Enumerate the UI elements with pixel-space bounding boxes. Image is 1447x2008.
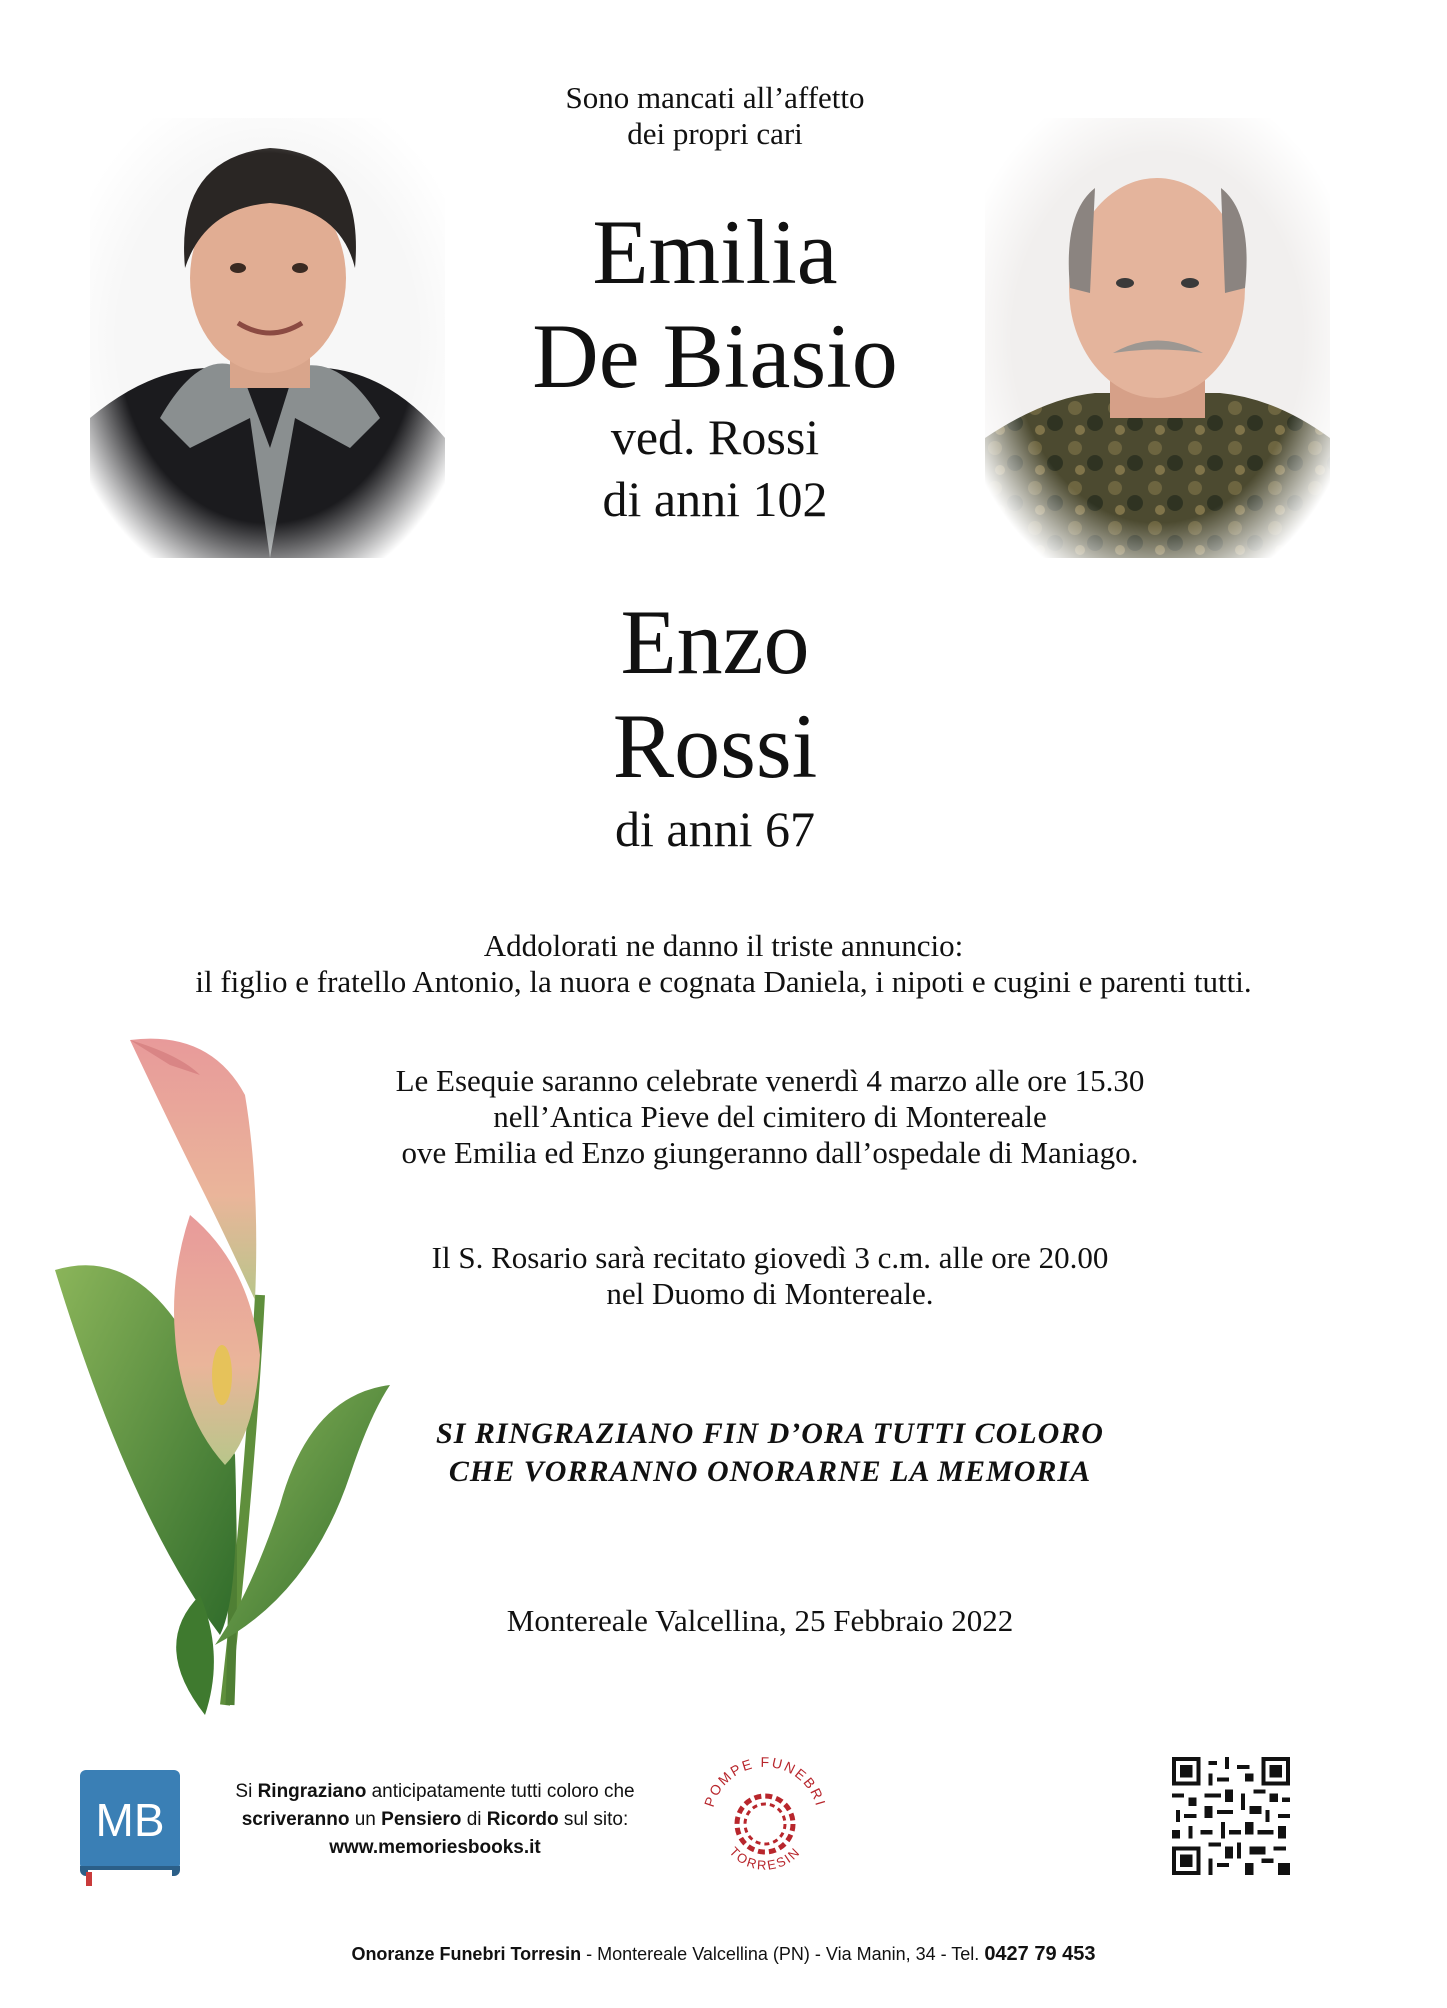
wreath-emblem-icon [700,1752,830,1884]
note-word-pensiero: Pensiero [381,1809,462,1830]
announcement [100,928,1347,1000]
funeral-line-3: ove Emilia ed Enzo giungeranno dall’ospedale di Maniago. [401,1135,1139,1170]
person2-block [450,590,980,860]
person1-last-name: De Biasio [532,305,898,407]
mb-logo[interactable] [80,1770,180,1882]
place-date: Montereale Valcellina, 25 Febbraio 2022 [506,1603,1014,1638]
photo-enzo [985,118,1330,558]
emblem-bottom-text: TORRESIN [726,1843,804,1873]
memoriesbooks-note [205,1778,665,1862]
photo-emilia [90,118,445,558]
portrait-woman-icon [90,118,445,558]
thanks-note [340,1415,1200,1491]
note-text-2: sul sito: [563,1809,629,1830]
note-word-un: un [354,1809,376,1830]
note-word-scriveranno: scriveranno [241,1809,350,1830]
person1-block [450,200,980,530]
note-text-1: anticipatamente tutti coloro che [371,1781,635,1802]
mb-logo-text: MB [95,1794,165,1846]
footer-company: Onoranze Funebri Torresin [351,1944,582,1964]
rosary-line-2: nel Duomo di Montereale. [606,1276,934,1311]
thanks-line-1: SI RINGRAZIANO FIN D’ORA TUTTI COLORO [436,1417,1104,1450]
portrait-man-icon [985,118,1330,558]
announcement-line-1: Addolorati ne danno il triste annuncio: [483,928,964,963]
svg-text:POMPE FUNEBRI [701,1754,829,1809]
announcement-line-2: il figlio e fratello Antonio, la nuora e cognata Daniela, i nipoti e cugini e parenti tutti. [195,964,1252,999]
rosary-line-1: Il S. Rosario sarà recitato giovedì 3 c.m. alle ore 20.00 [431,1240,1109,1275]
qr-code[interactable] [1172,1757,1290,1875]
funeral-line-1: Le Esequie saranno celebrate venerdì 4 marzo alle ore 15.30 [395,1063,1145,1098]
funeral-line-2: nell’Antica Pieve del cimitero di Montereale [493,1099,1047,1134]
torresin-emblem [700,1752,830,1884]
person2-last-name: Rossi [612,695,818,797]
header-text [480,80,950,152]
svg-text:TORRESIN [727,1844,804,1873]
footer-address: - Montereale Valcellina (PN) - Via Manin, 34 - Tel. [581,1944,985,1964]
person1-widow: ved. Rossi [610,409,820,465]
note-word-di: di [466,1809,482,1830]
person2-age: di anni 67 [615,801,815,857]
memoriesbooks-url[interactable]: www.memoriesbooks.it [329,1837,541,1858]
qr-code-icon [1172,1757,1290,1875]
person1-age: di anni 102 [602,471,828,527]
emblem-top-text: POMPE FUNEBRI [700,1753,830,1809]
note-word-ricordo: Ricordo [486,1809,559,1830]
funeral-details [320,1063,1220,1171]
header-line-2: dei propri cari [627,116,803,151]
person1-first-name: Emilia [592,201,838,303]
header-line-1: Sono mancati all’affetto [565,80,865,115]
person2-first-name: Enzo [620,591,810,693]
footer-phone: 0427 79 453 [984,1943,1096,1965]
note-word-ringraziano: Ringraziano [257,1781,367,1802]
rosary-details [320,1240,1220,1312]
note-word-si: Si [235,1781,253,1802]
thanks-line-2: CHE VORRANNO ONORARNE LA MEMORIA [448,1455,1092,1488]
footer-contact [0,1942,1447,1966]
